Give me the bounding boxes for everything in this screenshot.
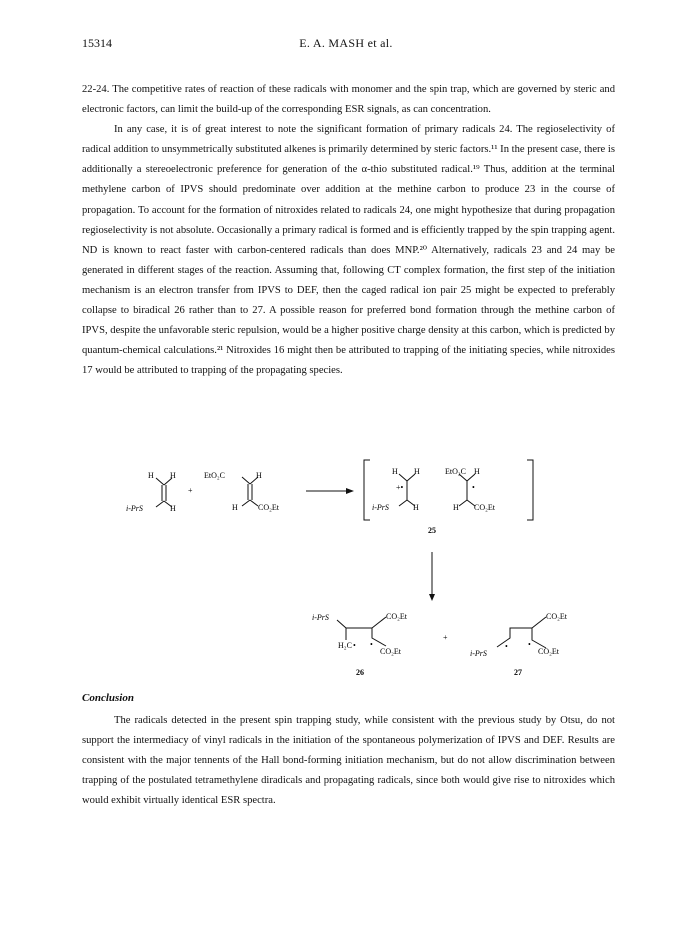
svg-text:CO₂Et: CO₂Et — [380, 647, 402, 656]
conclusion-paragraph: The radicals detected in the present spin trapping study, while consistent with the previous study by Otsu, do not support the intermediacy of vinyl radicals in the initiation of the spontaneous polymerization of IPVS and DEF. Results are consistent with the major tennents of the Hall bond-forming initiation mechanism, but do not allow discrimination between trapping of the postulated tetramethylene diradicals and propagating radicals, since both would give rise to nitroxides which would exhibit virtually identical ESR spectra. — [82, 715, 615, 807]
svg-text:i-PrS: i-PrS — [126, 504, 143, 513]
radical-cation-charge: +• — [396, 483, 404, 492]
compound-26-label: 26 — [356, 668, 364, 677]
svg-text:H: H — [256, 471, 262, 480]
page-number: 15314 — [82, 36, 112, 50]
svg-text:CO₂Et: CO₂Et — [386, 612, 408, 621]
compound-25-label: 25 — [428, 526, 436, 535]
svg-text:H: H — [232, 503, 238, 512]
paragraph-1: 22-24. The competitive rates of reaction of these radicals with monomer and the spin trap, which are governed by steric and electronic factors, can limit the build-up of the corresponding ESR signals, as can concentration. — [82, 84, 615, 116]
running-head: E. A. MASH et al. — [299, 36, 393, 50]
svg-text:H: H — [413, 503, 419, 512]
bracket-left — [364, 460, 370, 520]
paragraph-2: In any case, it is of great interest to note the significant formation of primary radicals 24. The regioselectivity of radical addition to unsymmetrically substituted alkenes is primarily determined by steric factors.¹¹ In the present case, there is additionally a stereoelectronic preference for generation of the α-thio substituted radical.¹⁹ Thus, addition at the terminal methylene carbon of IPVS should predominate over addition at the methine carbon to produce 23 in the course of propagation. To account for the formation of nitroxides related to radicals 24, one might hypothesize that during propagation regioselectivity is not absolute. Occasionally a primary radical is formed and is efficiently trapped by the spin trapping agent. ND is known to react faster with carbon-centered radicals than does MNP.²⁰ Alternatively, radicals 23 and 24 may be generated in different stages of the reaction. Assuming that, following CT complex formation, the first step of the initiation mechanism is an electron transfer from IPVS to DEF, then the caged radical ion pair 25 might be expected to preferably collapse to biradical 26 rather than to 27. A possible reason for preferred bond formation through the methine carbon of IPVS, despite the unfavorable steric repulsion, would be a higher positive charge density at this carbon, which is predicted by quantum-chemical calculations.²¹ Nitroxides 16 might then be attributed to trapping of the initiating species, while nitroxides 17 would be attributed to trapping of the propagating species. — [82, 124, 615, 377]
svg-text:H: H — [170, 471, 176, 480]
svg-text:i-PrS: i-PrS — [470, 649, 487, 658]
svg-text:H: H — [392, 467, 398, 476]
bracket-right — [527, 460, 533, 520]
down-arrow-head — [429, 594, 435, 601]
section-title: Conclusion — [82, 692, 134, 704]
svg-text:H: H — [453, 503, 459, 512]
svg-text:EtO₂C: EtO₂C — [204, 471, 226, 480]
svg-text:CO₂Et: CO₂Et — [546, 612, 568, 621]
plus-sign-products: + — [443, 633, 448, 642]
plus-sign: + — [188, 486, 193, 495]
svg-text:H: H — [414, 467, 420, 476]
radical-anion-charge: • — [472, 483, 475, 492]
svg-text:•: • — [505, 642, 508, 651]
svg-text:•: • — [528, 640, 531, 649]
svg-text:EtO₂C: EtO₂C — [445, 467, 467, 476]
svg-text:CO₂Et: CO₂Et — [538, 647, 560, 656]
svg-text:H₂C: H₂C — [338, 641, 352, 650]
svg-text:H: H — [170, 504, 176, 513]
reaction-arrow-head — [346, 488, 354, 494]
svg-text:CO₂Et: CO₂Et — [258, 503, 280, 512]
svg-text:i-PrS: i-PrS — [372, 503, 389, 512]
svg-text:H: H — [148, 471, 154, 480]
svg-text:CO₂Et: CO₂Et — [474, 503, 496, 512]
conclusion-text — [82, 711, 615, 811]
svg-text:H: H — [474, 467, 480, 476]
svg-text:i-PrS: i-PrS — [312, 613, 329, 622]
compound-27-label: 27 — [514, 668, 522, 677]
svg-text:•: • — [370, 640, 373, 649]
svg-text:•: • — [353, 641, 356, 650]
